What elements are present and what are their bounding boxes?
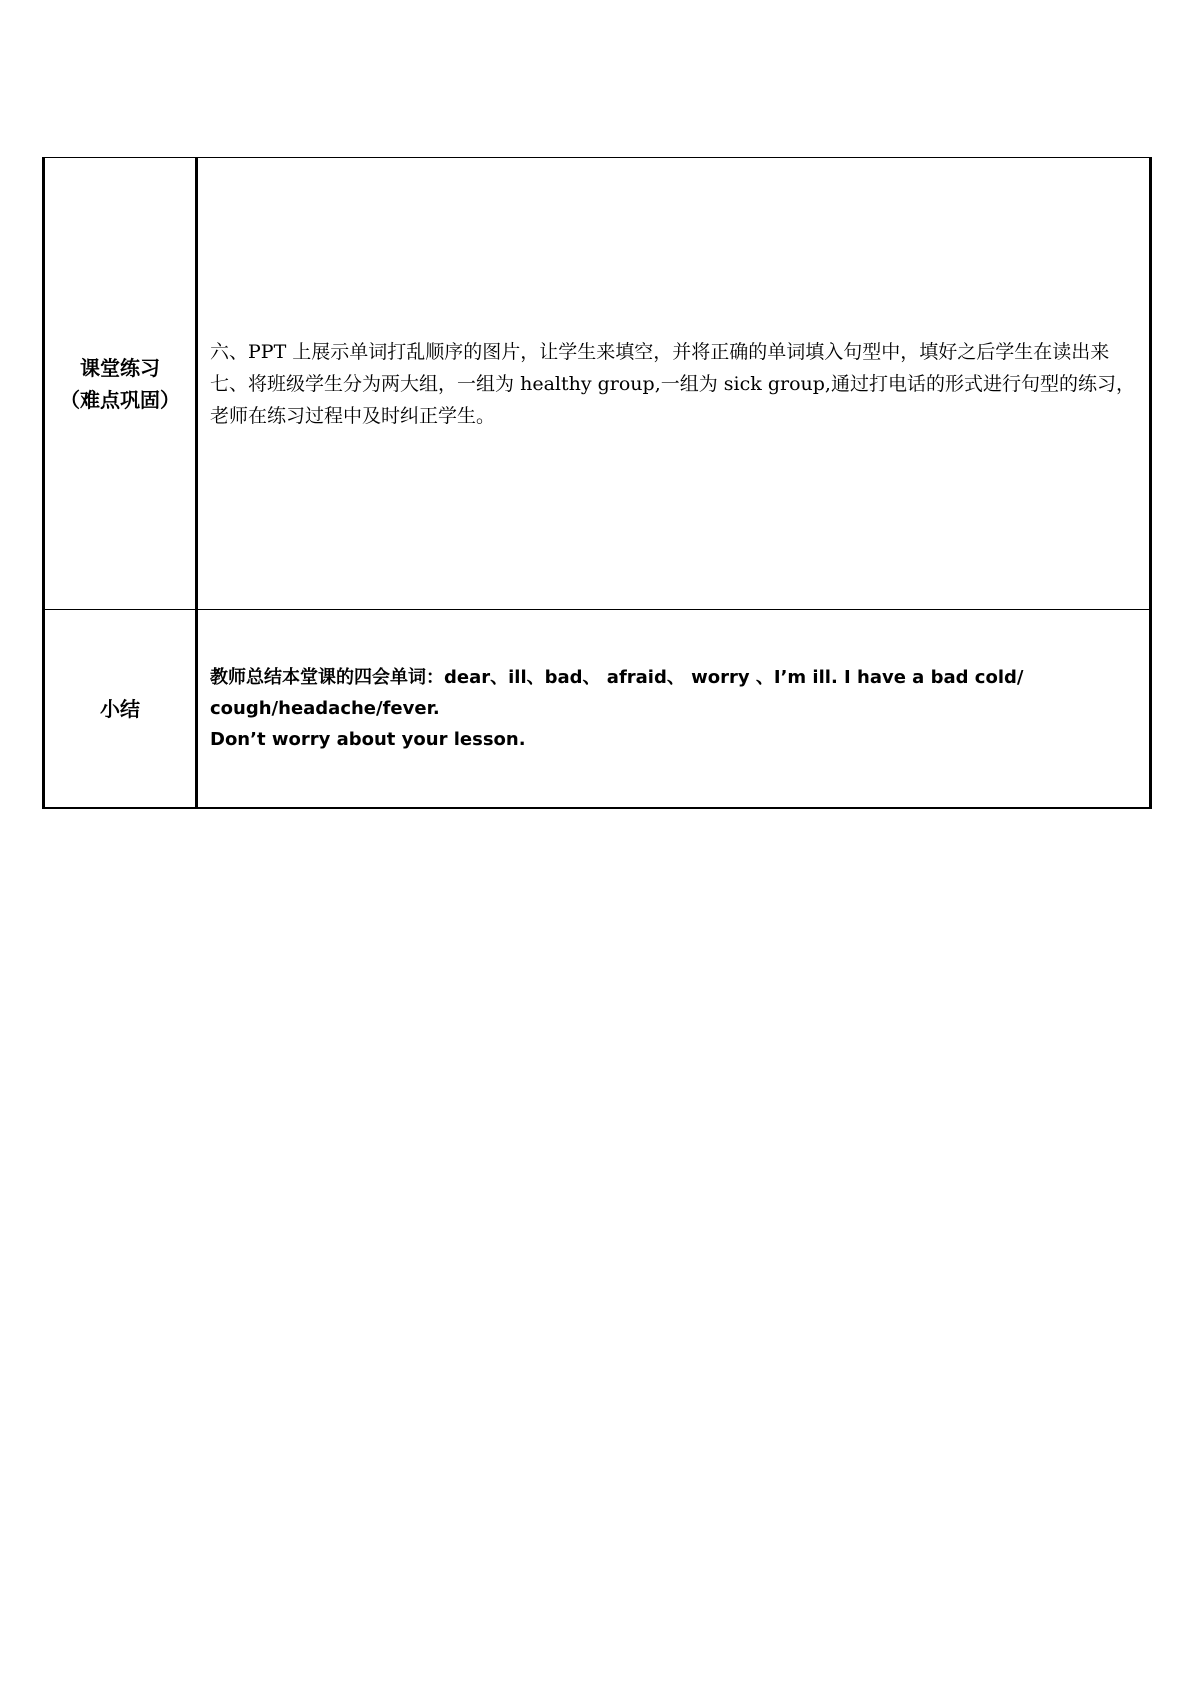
table-row-summary (44, 610, 1151, 809)
table-row-practice (44, 158, 1151, 610)
activity-paragraph: 七、将班级学生分为两大组，一组为 healthy group,一组为 sick group,通过打电话的形式进行句型的练习，老师在练习过程中及时纠正学生。 (210, 372, 1135, 427)
summary-paragraph: 教师总结本堂课的四会单词：dear、ill、bad、 afraid、 worry 、I’m ill. I have a bad cold/ cough/headache/fever. (210, 667, 1024, 719)
row-label-line: （难点巩固） (60, 387, 180, 412)
activity-paragraph: 六、PPT 上展示单词打乱顺序的图片，让学生来填空，并将正确的单词填入句型中，填好之后学生在读出来 (210, 340, 1110, 363)
row-label-practice (44, 158, 197, 610)
summary-paragraph: Don’t worry about your lesson. (210, 729, 526, 750)
row-label-summary (44, 610, 197, 809)
row-content-practice (197, 158, 1151, 610)
row-label-line: 小结 (100, 696, 140, 721)
row-content-summary (197, 610, 1151, 809)
row-label-line: 课堂练习 (80, 355, 160, 380)
lesson-plan-table (42, 157, 1152, 809)
